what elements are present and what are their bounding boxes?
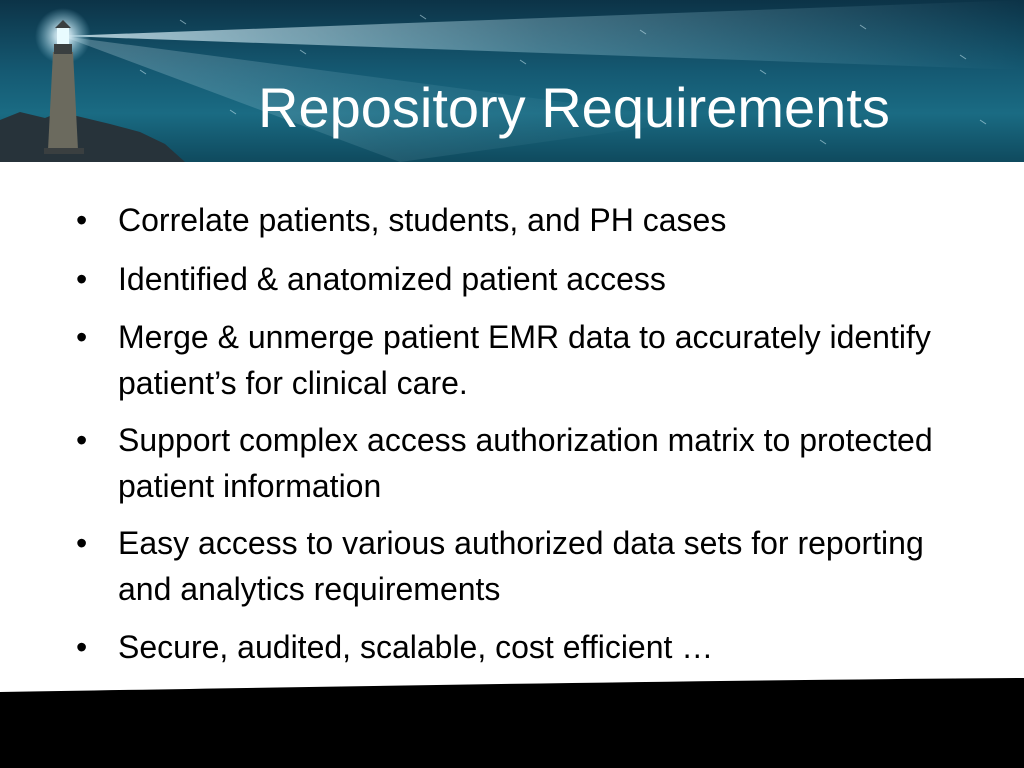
- bullet-item: [74, 520, 934, 612]
- bullet-item: [74, 417, 934, 509]
- bullet-item: [74, 623, 934, 671]
- bullet-icon: •: [76, 629, 88, 665]
- bullet-item: [74, 314, 934, 406]
- bullet-icon: •: [76, 525, 88, 561]
- bullet-text: Easy access to various authorized data sets for reporting and analytics requirements: [118, 525, 924, 607]
- bullet-text: Secure, audited, scalable, cost efficient …: [118, 629, 714, 665]
- bullet-icon: •: [76, 261, 88, 297]
- bullet-text: Merge & unmerge patient EMR data to accurately identify patient’s for clinical care.: [118, 319, 931, 401]
- bullet-item: [74, 255, 934, 303]
- bullet-icon: •: [76, 422, 88, 458]
- slide-title: Repository Requirements: [258, 76, 890, 139]
- bullet-item: [74, 196, 934, 244]
- bullet-text: Support complex access authorization matrix to protected patient information: [118, 422, 933, 504]
- footer-band: [0, 678, 1024, 768]
- bullet-icon: •: [76, 319, 88, 355]
- slide-header: [0, 0, 1024, 162]
- bullet-text: Identified & anatomized patient access: [118, 261, 666, 297]
- bullet-icon: •: [76, 202, 88, 238]
- bullet-list: [74, 196, 934, 682]
- bullet-text: Correlate patients, students, and PH cases: [118, 202, 727, 238]
